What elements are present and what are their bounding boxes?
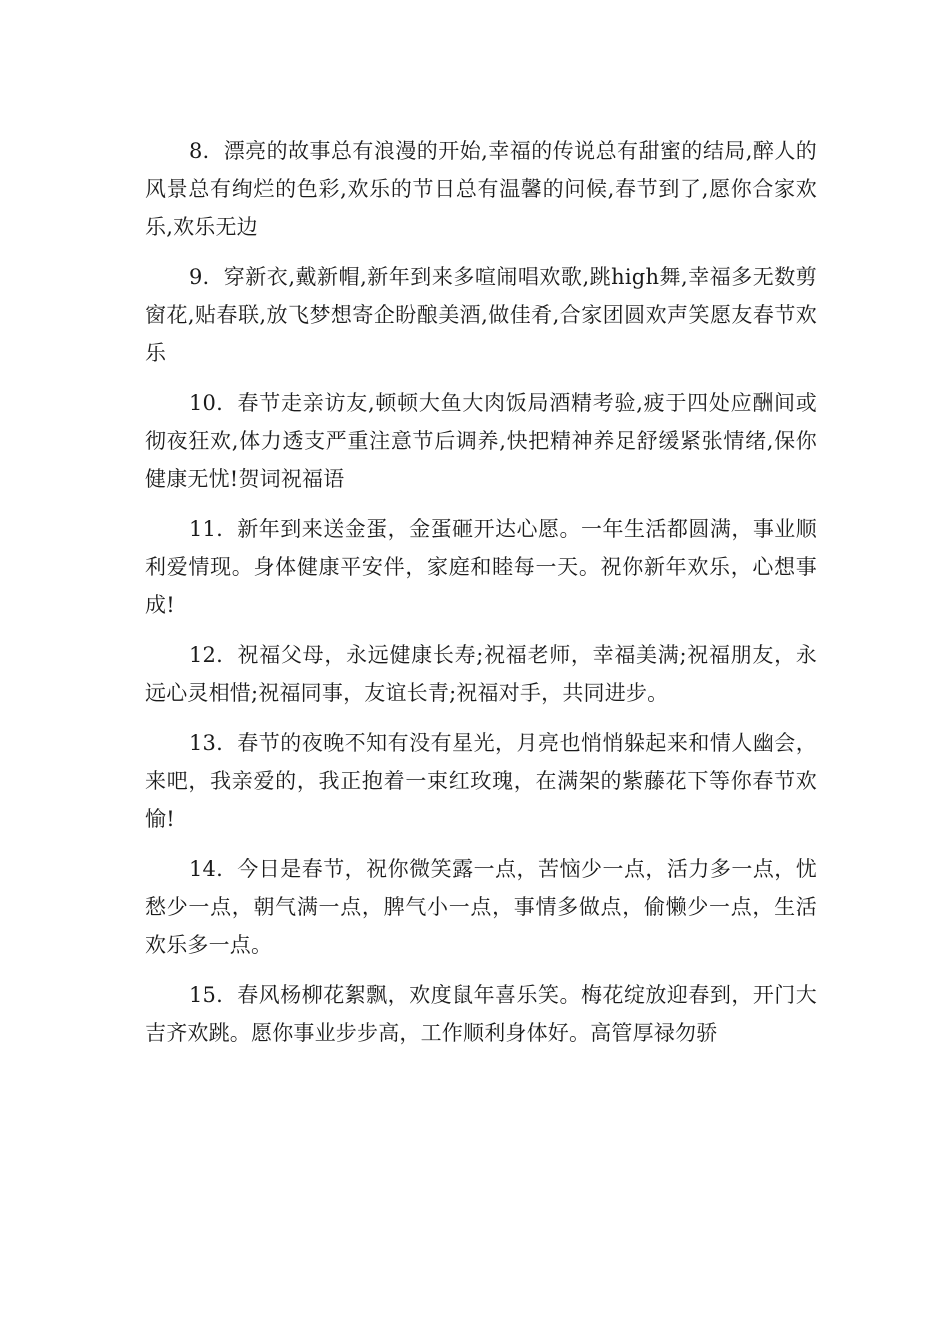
paragraph-text: 穿新衣,戴新帽,新年到来多喧闹唱欢歌,跳high舞,幸福多无数剪窗花,贴春联,放飞梦想寄企盼酿美酒,做佳肴,合家团圆欢声笑愿友春节欢乐: [145, 265, 817, 365]
paragraph-number: 8.: [189, 139, 210, 163]
paragraph-number: 12.: [189, 643, 223, 667]
paragraph-number: 14.: [189, 857, 223, 881]
paragraph-text: 新年到来送金蛋，金蛋砸开达心愿。一年生活都圆满，事业顺利爱情现。身体健康平安伴，家庭和睦每一天。祝你新年欢乐，心想事成!: [145, 517, 817, 617]
paragraph-14: [145, 850, 817, 964]
paragraph-number: 9.: [189, 265, 210, 289]
paragraph-number: 10.: [189, 391, 223, 415]
paragraph-13: [145, 724, 817, 838]
paragraph-text: 春风杨柳花絮飘，欢度鼠年喜乐笑。梅花绽放迎春到，开门大吉齐欢跳。愿你事业步步高，工作顺利身体好。高管厚禄勿骄: [145, 983, 817, 1045]
paragraph-15: [145, 976, 817, 1052]
paragraph-9: [145, 258, 817, 372]
paragraph-text: 春节的夜晚不知有没有星光，月亮也悄悄躲起来和情人幽会，来吧，我亲爱的，我正抱着一束红玫瑰，在满架的紫藤花下等你春节欢愉!: [145, 731, 817, 831]
paragraph-8: [145, 132, 817, 246]
paragraph-11: [145, 510, 817, 624]
paragraph-text: 春节走亲访友,顿顿大鱼大肉饭局酒精考验,疲于四处应酬间或彻夜狂欢,体力透支严重注意节后调养,快把精神养足舒缓紧张情绪,保你健康无忧!贺词祝福语: [145, 391, 817, 491]
paragraph-number: 13.: [189, 731, 223, 755]
paragraph-12: [145, 636, 817, 712]
paragraph-text: 祝福父母，永远健康长寿;祝福老师，幸福美满;祝福朋友，永远心灵相惜;祝福同事，友谊长青;祝福对手，共同进步。: [145, 643, 817, 705]
paragraph-number: 11.: [189, 517, 223, 541]
paragraph-text: 漂亮的故事总有浪漫的开始,幸福的传说总有甜蜜的结局,醉人的风景总有绚烂的色彩,欢乐的节日总有温馨的问候,春节到了,愿你合家欢乐,欢乐无边: [145, 139, 817, 239]
document-body: [145, 132, 817, 1064]
paragraph-10: [145, 384, 817, 498]
paragraph-number: 15.: [189, 983, 223, 1007]
paragraph-text: 今日是春节，祝你微笑露一点，苦恼少一点，活力多一点，忧愁少一点，朝气满一点，脾气小一点，事情多做点，偷懒少一点，生活欢乐多一点。: [145, 857, 817, 957]
